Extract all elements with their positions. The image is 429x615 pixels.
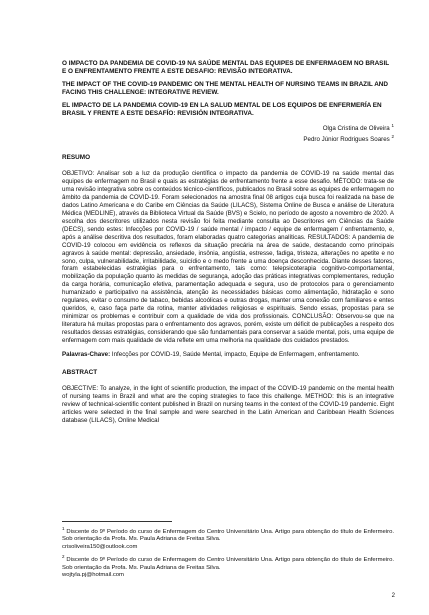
page-number: 2 (391, 593, 395, 600)
author-list (62, 123, 394, 144)
footnotes (62, 521, 394, 583)
author-footnote-mark: 1 (391, 123, 394, 128)
author-2 (62, 134, 394, 144)
title-english: THE IMPACT OF THE COVID-19 PANDEMIC ON THE MENTAL HEALTH OF NURSING TEAMS IN BRAZIL AND FACING THIS CHALLENGE: INTEGRATIVE REVIEW. (62, 81, 389, 96)
main-content (62, 60, 394, 429)
footnote-email: wojtyla.pj@hotmail.com (62, 572, 124, 579)
footnote-text: Discente do 9º Período do curso de Enfermagem do Centro Universitário Una. Artigo para obtenção do título de Enfermeiro. Sob orientação da Profa. Ms. Paula Adriana de Freitas Silva. (62, 557, 394, 571)
keywords-label: Palavras-Chave: (62, 350, 111, 358)
footnote-text: Discente do 9º Período do curso de Enfermagem do Centro Universitário Una. Artigo para obtenção do título de Enfermeiro. Sob orientação da Profa. Ms. Paula Adriana de Freitas Silva. (62, 528, 394, 543)
resumo-body: OBJETIVO: Analisar sob a luz da produção científica o impacto da pandemia de COVID-19 na saúde mental das equipes de enfermagem no Brasil e quais as estratégias de enfrentamento frente a esse desafio. MÉTODO: trata-se de uma revisão integrativa sobre os conteúdos técnico-científicos, publicados no Brasil sobre as equipes de enfermagem no âmbito da pandemia de COVID-19. Foram selecionados na amostra final 08 artigos cuja busca foi realizada na base de dados Latino Americana e do Caribe em Ciências da Saúde (LILACS), Sistema Online de Busca e análise de Literatura Médica (MEDLINE), através da Biblioteca Virtual da Saúde (BVS) e Scielo, no período de agosto a novembro de 2020. A escolha dos descritores utilizados nesta revisão foi feita mediante consulta ao Descritores em Ciências da Saúde (DECS), sendo estes: Infecções por COVID-19 / saúde mental / impacto / equipe de enfermagem / enfrentamento, e, após a análise descritiva dos resultados, foram elaboradas quatro categorias analíticas. RESULTADOS: A pandemia de COVID-19 colocou em evidência os reflexos da situação precária na área de saúde, destacando como principais agravos à saúde mental: depressão, ansiedade, insônia, angústia, estresse, fadiga, tristeza, alterações no apetite e no sono, culpa, vulnerabilidade, irritabilidade, suicídio e o medo frente a uma doença desconhecida. Diante desses fatores, foram estabelecidas estratégias para o enfrentamento, tais como: telepsicoterapia cognitivo-comportamental, mobilização da população quanto às medidas de segurança, adoção das práticas integrativas complementares, redução da carga horária, comunicação efetiva, paramentação adequada e segura, uso de protocolos para o gerenciamento humanizado e participativo na assistência, atenção às necessidades básicas como alimentação, hidratação e sono regulares, evitar o consumo de tabaco, bebidas alcoólicas e outras drogas, manter uma conexão com familiares e entes queridos, e, caso faça parte da rotina, manter atividades religiosas e espirituais. Sendo essas, propostas para se minimizar os problemas e contribuir com a qualidade de vida dos profissionais. CONCLUSÃO: Observou-se que na literatura há muitas propostas para o enfrentamento dos agravos, porém, existe um déficit de publicações a respeito dos resultados dessas estratégias, considerando que são fundamentais para conservar a saúde mental, pois, uma equipe de enfermagem com mais qualidade de vida reflete em uma melhoria na qualidade dos cuidados prestados. (62, 170, 394, 344)
footnote-2 (62, 554, 394, 579)
keywords (62, 351, 394, 359)
keywords-text: Infecções por COVID-19, Saúde Mental, impacto, Equipe de Enfermagem, enfrentamento. (111, 350, 360, 358)
footnote-email: crisoliveira150@outlook.com (62, 543, 138, 550)
resumo-heading: RESUMO (62, 154, 91, 161)
title-spanish: EL IMPACTO DE LA PANDEMIA COVID-19 EN LA SALUD MENTAL DE LOS EQUIPOS DE ENFERMERÍA EN BRASIL Y FRENTE A ESTE DESAFÍO: REVISIÓN INTEGRATIVA. (62, 102, 382, 117)
footnote-mark: 1 (62, 526, 65, 531)
author-name: Olga Cristina de Oliveira (322, 125, 390, 133)
abstract-heading: ABSTRACT (62, 368, 98, 376)
footnote-mark: 2 (62, 554, 65, 560)
title-portuguese: O IMPACTO DA PANDEMIA DE COVID-19 NA SAÚDE MENTAL DAS EQUIPES DE ENFERMAGEM NO BRASIL E O ENFRENTAMENTO FRENTE A ESTE DESAFIO: REVISÃO INTEGRATIVA. (62, 60, 390, 75)
footnote-divider (62, 521, 172, 522)
author-name: Pedro Júnior Rodrigues Soares (303, 136, 390, 144)
author-1 (62, 123, 394, 133)
footnote-1 (62, 526, 394, 551)
abstract-body: OBJECTIVE: To analyze, in the light of scientific production, the impact of the COVID-19 pandemic on the mental health of nursing teams in Brazil and what are the coping strategies to face this challenge. METHOD: this is an integrative review of technical-scientific content published in Brazil on nursing teams in the context of the COVID-19 pandemic. Eight articles were selected in the final sample and were searched in the Latin American and Caribbean Health Sciences database (LILACS), Online Medical (62, 384, 394, 424)
author-footnote-mark: 2 (391, 134, 394, 139)
